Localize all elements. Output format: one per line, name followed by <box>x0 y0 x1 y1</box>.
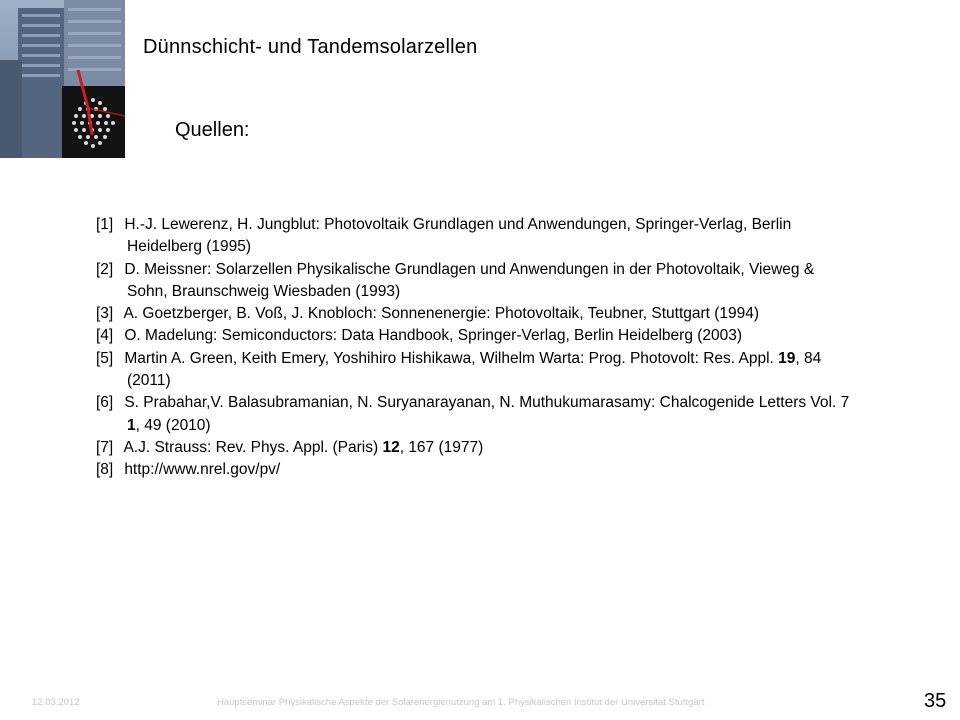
reference-text: H.-J. Lewerenz, H. Jungblut: Photovoltaik Grundlagen und Anwendungen, Springer-Verlag, Berlin Heidelberg (1995) <box>124 216 792 256</box>
reference-item <box>96 348 856 393</box>
sources-heading: Quellen: <box>175 119 250 141</box>
reference-item <box>96 459 856 481</box>
reference-text: A.J. Strauss: Rev. Phys. Appl. (Paris) <box>123 438 383 456</box>
reference-item <box>96 392 856 437</box>
reference-item <box>96 214 856 259</box>
slide-title: Dünnschicht- und Tandemsolarzellen <box>143 36 478 58</box>
reference-item <box>96 325 856 347</box>
reference-number: [8] <box>96 461 114 479</box>
reference-url[interactable]: http://www.nrel.gov/pv/ <box>124 461 281 479</box>
reference-number: [4] <box>96 327 114 345</box>
reference-volume: 1 <box>127 416 136 434</box>
reference-text: S. Prabahar,V. Balasubramanian, N. Suryanarayanan, N. Muthukumarasamy: Chalcogenide Letters Vol. 7 <box>124 394 850 412</box>
reference-text: A. Goetzberger, B. Voß, J. Knobloch: Sonnenenergie: Photovoltaik, Teubner, Stuttgart (1994) <box>123 305 760 323</box>
building-photo-icon <box>0 0 125 158</box>
reference-number: [5] <box>96 349 114 367</box>
reference-text-tail: , 84 (2011) <box>127 349 822 390</box>
reference-number: [1] <box>96 216 114 233</box>
reference-text-tail: , 49 (2010) <box>135 416 211 434</box>
reference-item <box>96 437 856 459</box>
reference-number: [6] <box>96 394 114 412</box>
reference-item <box>96 259 856 304</box>
reference-text: O. Madelung: Semiconductors: Data Handbook, Springer-Verlag, Berlin Heidelberg (2003) <box>124 327 743 345</box>
reference-volume: 19 <box>778 349 796 367</box>
reference-number: [7] <box>96 438 114 456</box>
reference-text: D. Meissner: Solarzellen Physikalische Grundlagen und Anwendungen in der Photovoltaik, Vieweg & Sohn, Braunschweig Wiesbaden (1993) <box>124 260 815 300</box>
reference-list <box>96 214 856 482</box>
reference-number: [3] <box>96 305 114 323</box>
reference-number: [2] <box>96 260 114 278</box>
reference-text-tail: , 167 (1977) <box>399 438 484 456</box>
reference-volume: 12 <box>382 438 400 456</box>
footer-text: Hauptseminar Physikalische Aspekte der Solarenergienutzung am 1. Physikalischen Institut der Universität Stuttgart <box>217 697 705 708</box>
page-number: 35 <box>924 690 947 712</box>
reference-text: Martin A. Green, Keith Emery, Yoshihiro Hishikawa, Wilhelm Warta: Prog. Photovolt: Res. Appl. <box>124 349 779 367</box>
reference-item <box>96 303 856 325</box>
footer-date: 12.03.2012 <box>32 697 80 708</box>
university-logo-image <box>0 0 125 158</box>
